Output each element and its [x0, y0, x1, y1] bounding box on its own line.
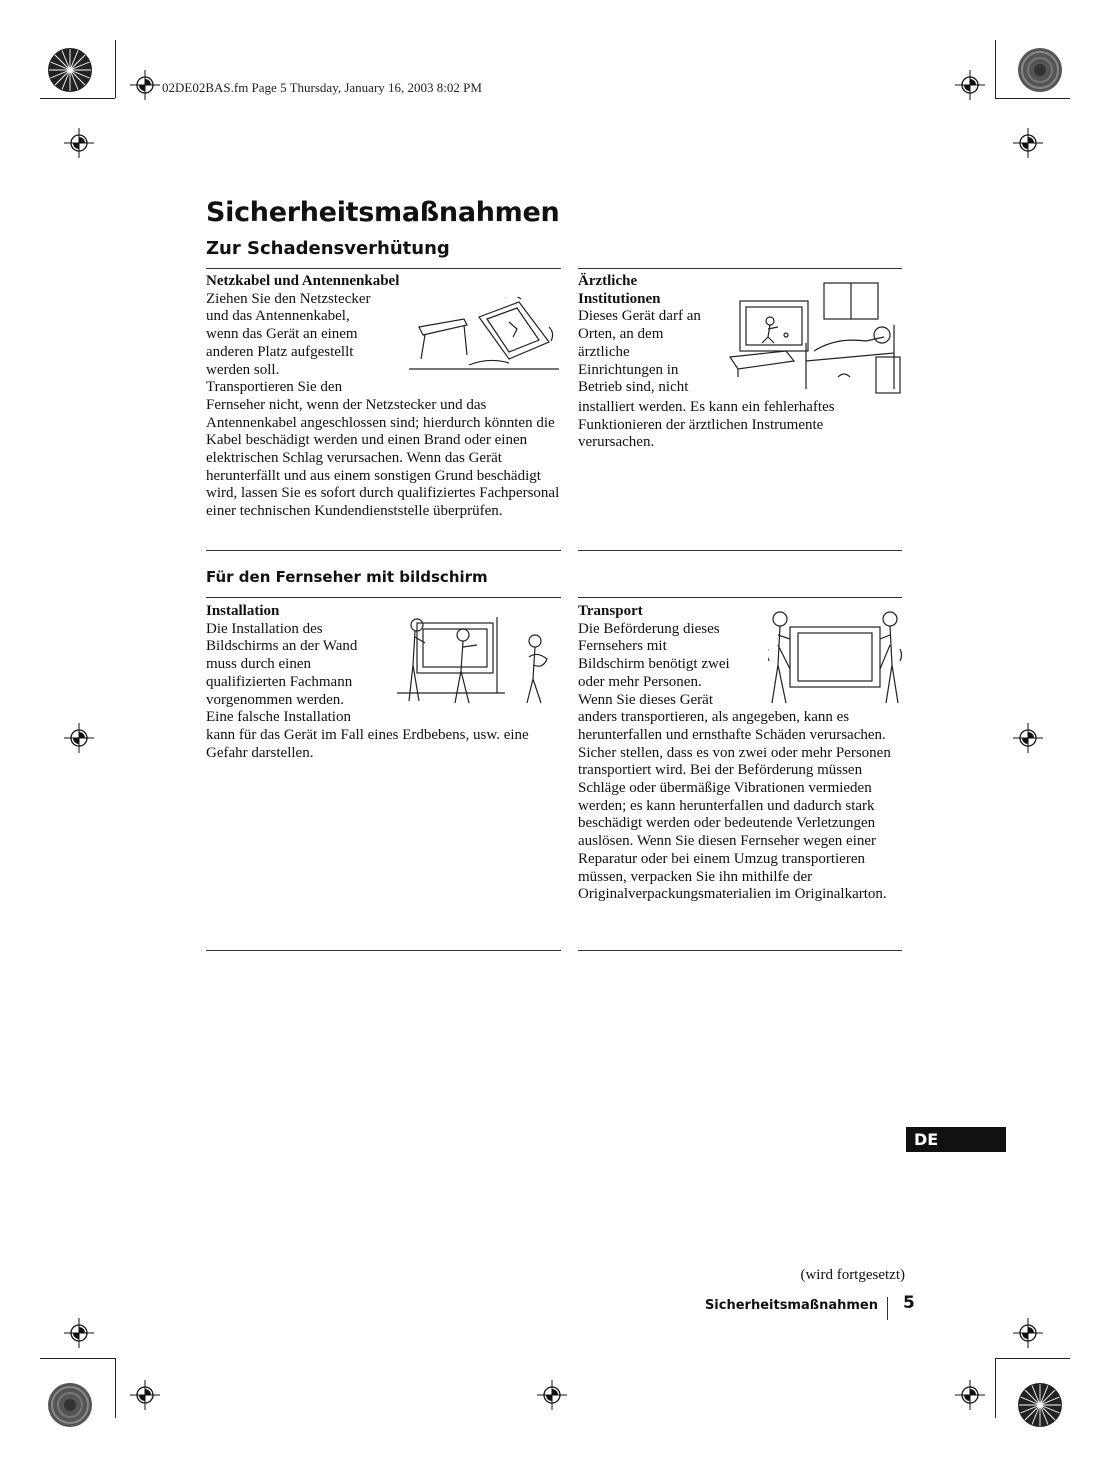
divider: [578, 597, 902, 598]
crop-line: [40, 1358, 115, 1359]
registration-mark-icon: [64, 723, 94, 753]
registration-mark-icon: [955, 1380, 985, 1410]
block-line: Betrieb sind, nicht: [578, 379, 689, 396]
file-slug: 02DE02BAS.fm Page 5 Thursday, January 16, 2003 8:02 PM: [162, 80, 482, 95]
crop-line: [995, 1358, 1070, 1359]
hospital-tv-illustration-icon: [726, 281, 902, 399]
registration-mark-icon: [64, 1318, 94, 1348]
block-line: muss durch einen: [206, 656, 311, 673]
block-line: Transportieren Sie den: [206, 379, 343, 396]
page-number: 5: [903, 1293, 915, 1313]
two-person-carry-illustration-icon: [768, 609, 902, 705]
aerztliche-block: [578, 273, 902, 452]
block-line: Fernsehers mit: [578, 638, 667, 655]
block-line: qualifizierten Fachmann: [206, 673, 353, 690]
block-body: kann für das Gerät im Fall eines Erdbebens, usw. eine Gefahr darstellen.: [206, 726, 529, 761]
color-rosette-icon: [47, 47, 93, 93]
block-body: anders transportieren, als angegeben, kann es herunterfallen und ernsthafte Schäden verursachen. Sicher stellen, dass es von zwei oder mehr Personen transportiert wird. Bei der Beförderung müssen Schläge oder übermäßige Vibrationen vermieden werden; es kann herunterfallen und dadurch stark beschädigt werden oder bedeutende Verletzungen auslösen. Wenn Sie diesen Fernseher wegen einer Reparatur oder bei einem Umzug transportieren müssen, verpacken Sie ihn mithilfe der Originalverpackungsmaterialien im Originalkarton.: [578, 709, 891, 903]
block-line: anderen Platz aufgestellt: [206, 343, 354, 360]
registration-mark-icon: [130, 1380, 160, 1410]
registration-mark-icon: [1013, 1318, 1043, 1348]
registration-mark-icon: [1013, 723, 1043, 753]
page-title: Sicherheitsmaßnahmen: [206, 197, 560, 228]
block-line: Wenn Sie dieses Gerät: [578, 691, 713, 708]
divider: [206, 550, 561, 551]
registration-mark-icon: [537, 1380, 567, 1410]
installation-block: [206, 603, 561, 762]
block-line: Eine falsche Installation: [206, 709, 351, 726]
footer-title: Sicherheitsmaßnahmen: [704, 1298, 878, 1313]
footer-divider: [887, 1297, 888, 1320]
divider: [578, 550, 902, 551]
section-heading: Für den Fernseher mit bildschirm: [206, 568, 488, 586]
block-line: Ziehen Sie den Netzstecker: [206, 290, 371, 307]
block-line: Dieses Gerät darf an: [578, 308, 701, 325]
registration-mark-icon: [130, 70, 160, 100]
crop-line: [40, 98, 115, 99]
section-heading: Zur Schadensverhütung: [206, 238, 450, 259]
block-line: ärztliche: [578, 343, 630, 360]
netzkabel-block: [206, 273, 561, 521]
crop-line: [115, 1358, 116, 1418]
crop-line: [995, 98, 1070, 99]
tv-unplug-illustration-icon: [409, 297, 559, 377]
color-rosette-icon: [1017, 1382, 1063, 1428]
block-line: Bildschirm benötigt zwei: [578, 656, 730, 673]
block-heading: Installation: [206, 603, 280, 619]
divider: [578, 950, 902, 951]
registration-mark-icon: [955, 70, 985, 100]
continued-note: (wird fortgesetzt): [800, 1267, 905, 1283]
color-rosette-icon: [47, 1382, 93, 1428]
block-line: Bildschirms an der Wand: [206, 638, 358, 655]
block-line: vorgenommen werden.: [206, 691, 345, 708]
language-tab: DE: [906, 1127, 1006, 1152]
block-line: oder mehr Personen.: [578, 673, 702, 690]
registration-mark-icon: [64, 128, 94, 158]
block-heading: Institutionen: [578, 290, 661, 307]
divider: [206, 268, 561, 269]
block-line: und das Antennenkabel,: [206, 308, 350, 325]
divider: [206, 950, 561, 951]
divider: [578, 268, 902, 269]
block-heading: Ärztliche: [578, 273, 638, 289]
transport-block: [578, 603, 902, 904]
block-heading: Netzkabel und Antennenkabel: [206, 273, 400, 289]
block-line: wenn das Gerät an einem: [206, 326, 358, 343]
registration-mark-icon: [1013, 128, 1043, 158]
block-heading: Transport: [578, 603, 643, 619]
crop-line: [995, 1358, 996, 1418]
block-line: Die Installation des: [206, 620, 323, 637]
block-body: Fernseher nicht, wenn der Netzstecker und das Antennenkabel angeschlossen sind; hierdurch könnten die Kabel beschädigt werden und einen Brand oder einen elektrischen Schlag verursachen. Wenn das Gerät herunterfällt und aus einem sonstigen Grund beschädigt wird, lassen Sie es sofort durch qualifiziertes Fachpersonal einer technischen Kundendienststelle überprüfen.: [206, 396, 560, 520]
color-rosette-icon: [1017, 47, 1063, 93]
block-body: installiert werden. Es kann ein fehlerhaftes Funktionieren der ärztlichen Instrumente verursachen.: [578, 399, 835, 451]
block-line: werden soll.: [206, 361, 280, 378]
block-line: Orten, an dem: [578, 326, 664, 343]
wall-mount-illustration-icon: [397, 613, 561, 705]
block-line: Einrichtungen in: [578, 361, 679, 378]
crop-line: [115, 40, 116, 98]
divider: [206, 597, 561, 598]
crop-line: [995, 40, 996, 98]
block-line: Die Beförderung dieses: [578, 620, 720, 637]
